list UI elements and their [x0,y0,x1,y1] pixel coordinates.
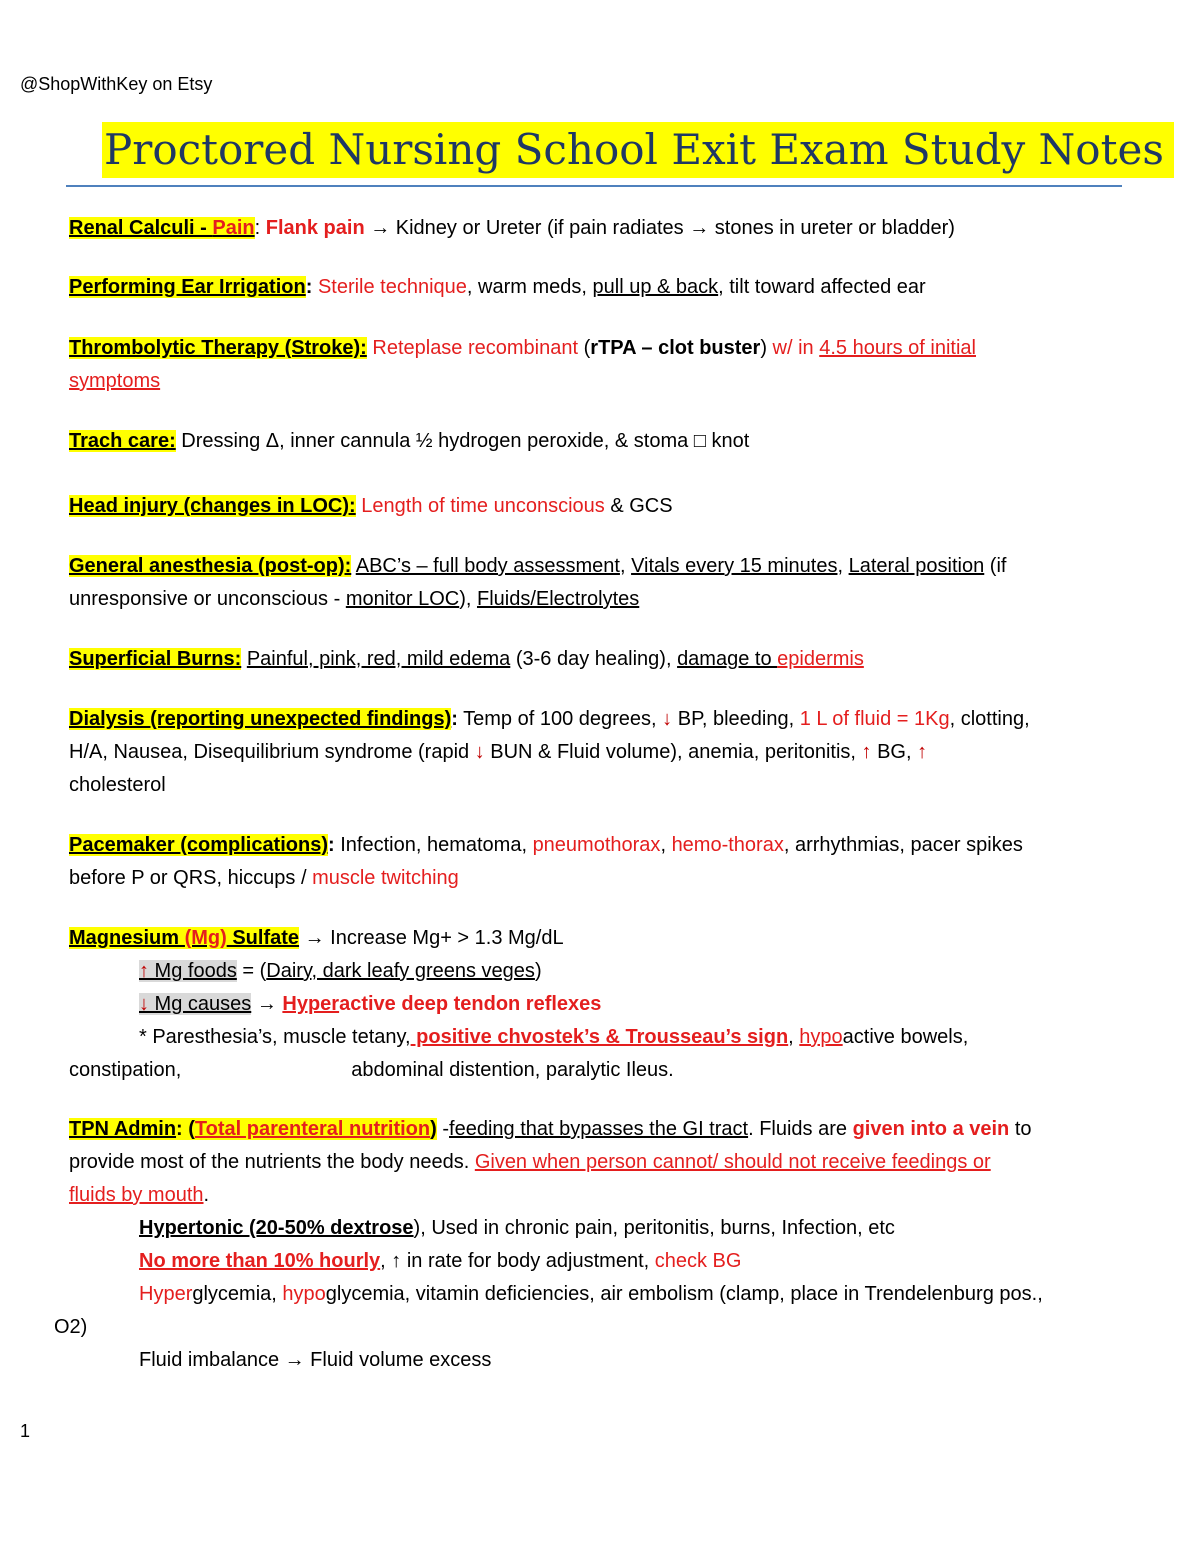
tpn-hypertonic: Hypertonic (20-50% dextrose [139,1217,414,1239]
magnesium-foods-eq: = ( [236,960,267,982]
renal-colon: : [254,217,266,239]
magnesium-comma: , [788,1026,800,1048]
anesthesia-heading: General anesthesia (post-op): [69,555,352,577]
section-thrombolytic [69,332,1129,398]
thrombo-paren-open: ( [578,337,591,359]
tpn-paren-close: ) [430,1118,437,1140]
trach-text: Dressing Δ, inner cannula ½ hydrogen peroxide, & stoma □ knot [175,430,750,452]
ear-text-2: , tilt toward affected ear [718,276,926,298]
anesthesia-if: (if [984,555,1007,577]
pacemaker-line2: before P or QRS, hiccups / [69,867,313,889]
section-general-anesthesia [69,550,1129,616]
anesthesia-abc: ABC’s – full body assessment [355,555,620,577]
tpn-hypo: hypo [282,1283,326,1305]
magnesium-heading-1: Magnesium [69,927,185,949]
renal-flank-pain: Flank pain [265,217,365,239]
burns-damage: damage to [677,648,778,670]
anesthesia-line2: unresponsive or unconscious - [69,588,346,610]
magnesium-foods-line [69,960,542,982]
magnesium-foods-label [139,960,237,982]
thrombo-reteplase: Reteplase recombinant [372,337,579,359]
up-arrow-icon: ↑ [139,960,149,982]
tpn-fluids-by-mouth: fluids by mouth [69,1184,204,1206]
magnesium-bowels: active bowels, [842,1026,969,1048]
dialysis-liter: 1 L of fluid = 1Kg [799,708,950,730]
dialysis-line2a: H/A, Nausea, Disequilibrium syndrome (rapid [69,741,475,763]
tpn-check-bg: check BG [654,1250,742,1272]
head-injury-heading: Head injury (changes in LOC): [69,495,356,517]
burns-painful: Painful, pink, red, mild edema [246,648,511,670]
magnesium-causes-arrow: → [251,993,283,1015]
burns-epidermis: epidermis [777,648,864,670]
pacemaker-hemothorax: hemo-thorax [671,834,784,856]
pacemaker-text-1: Infection, hematoma, [334,834,533,856]
tpn-total: Total parenteral nutrition [194,1118,431,1140]
tpn-glycemia-1: glycemia, [192,1283,283,1305]
dialysis-text-2: , clotting, [949,708,1030,730]
thrombo-hours: 4.5 hours of initial [819,337,976,359]
magnesium-star: * Paresthesia’s, muscle tetany, [139,1026,411,1048]
anesthesia-vitals: Vitals every 15 minutes [631,555,838,577]
anesthesia-comma-2: , [837,555,849,577]
tpn-nomore-line [69,1250,741,1272]
page-number: 1 [20,1421,31,1441]
ear-text-1: , warm meds, [466,276,593,298]
head-injury-length: Length of time unconscious [361,495,605,517]
anesthesia-comma-1: , [619,555,632,577]
tpn-line2: provide most of the nutrients the body needs. [69,1151,475,1173]
page-title: Proctored Nursing School Exit Exam Study Notes [102,122,1174,178]
magnesium-heading [69,927,299,949]
tpn-paren-open: ( [188,1118,195,1140]
up-arrow-icon: ↑ [917,741,928,763]
down-arrow-icon: ↓ [474,741,485,763]
section-head-injury [69,490,1129,523]
tpn-heading-text: TPN Admin [69,1118,177,1140]
dialysis-line3: cholesterol [69,774,166,796]
dialysis-heading: Dialysis (reporting unexpected findings) [69,708,452,730]
section-magnesium [69,922,1129,1087]
magnesium-hypo: hypo [799,1026,843,1048]
anesthesia-comma-3: ), [459,588,477,610]
tpn-vein: given into a vein [852,1118,1010,1140]
section-ear-irrigation [69,271,1129,304]
ear-sterile: Sterile technique [317,276,467,298]
tpn-hypertonic-line [69,1217,895,1239]
renal-heading-pain: Pain [212,217,255,239]
trach-heading: Trach care: [69,430,176,452]
tpn-nomore: No more than 10% hourly [139,1250,381,1272]
magnesium-causes: Mg causes [149,993,252,1015]
dialysis-text-1: Temp of 100 degrees, [457,708,663,730]
magnesium-abdominal: abdominal distention, paralytic Ileus. [351,1059,674,1081]
dialysis-line2b: BUN & Fluid volume), anemia, peritonitis, [484,741,862,763]
renal-heading-text: Renal Calculi - [69,217,213,239]
magnesium-foods-close: ) [534,960,542,982]
thrombo-rtpa: rTPA – clot buster [590,337,761,359]
ear-heading: Performing Ear Irrigation [69,276,306,298]
section-dialysis [69,703,1129,802]
tpn-glycemia-line [69,1283,1043,1305]
dialysis-bg: BG, [871,741,918,763]
pacemaker-comma: , [660,834,672,856]
magnesium-causes-line [69,993,601,1015]
tpn-colon: : [176,1118,189,1140]
magnesium-causes-label [139,993,251,1015]
tpn-heading [69,1118,437,1140]
magnesium-text-1: → Increase Mg+ > 1.3 Mg/dL [299,927,564,949]
burns-healing: (3-6 day healing), [510,648,678,670]
thrombo-paren-close: ) [760,337,767,359]
tpn-feeding: feeding that bypasses the GI tract [449,1118,749,1140]
pacemaker-heading: Pacemaker (complications) [69,834,328,856]
pacemaker-colon: : [328,834,335,856]
renal-heading [69,217,255,239]
magnesium-heading-mg: (Mg) [184,927,227,949]
magnesium-chvostek: positive chvostek’s & Trousseau’s sign [410,1026,789,1048]
section-trach-care [69,425,1129,458]
magnesium-foods: Mg foods [149,960,237,982]
tpn-hyper: Hyper [139,1283,193,1305]
anesthesia-fluids: Fluids/Electrolytes [476,588,640,610]
magnesium-constipation: constipation, [69,1059,182,1081]
head-injury-gcs: & GCS [604,495,673,517]
section-pacemaker [69,829,1129,895]
renal-text: → Kidney or Ureter (if pain radiates → stones in ureter or bladder) [364,217,955,239]
tpn-dash: - [436,1118,450,1140]
tpn-to: to [1009,1118,1032,1140]
anesthesia-lateral: Lateral position [848,555,985,577]
up-arrow-icon: ↑ [861,741,872,763]
tpn-given: Given when person cannot/ should not receive feedings or [474,1151,991,1173]
magnesium-heading-2: Sulfate [226,927,300,949]
tpn-used: ), Used in chronic pain, peritonitis, burns, Infection, etc [413,1217,895,1239]
tpn-imbalance: Fluid imbalance → Fluid volume excess [139,1349,492,1371]
down-arrow-icon: ↓ [662,708,673,730]
thrombo-heading: Thrombolytic Therapy (Stroke): [69,337,367,359]
anesthesia-monitor: monitor LOC [345,588,460,610]
thrombo-within: w/ in [766,337,820,359]
title-divider [66,185,1122,187]
dialysis-bp: BP, bleeding, [672,708,800,730]
tpn-glycemia-2: glycemia, vitamin deficiencies, air embolism (clamp, place in Trendelenburg pos., [325,1283,1043,1305]
tpn-period: . [203,1184,210,1206]
section-renal-calculi [69,212,1129,245]
section-tpn [54,1113,1129,1377]
magnesium-hyper: Hyper [282,993,340,1015]
pacemaker-pneumothorax: pneumothorax [532,834,661,856]
ear-pull: pull up & back [592,276,719,298]
pacemaker-muscle: muscle twitching [312,867,459,889]
magnesium-dairy: Dairy, dark leafy greens veges [266,960,535,982]
tpn-rate: , ↑ in rate for body adjustment, [380,1250,655,1272]
tpn-fluids: . Fluids are [748,1118,853,1140]
pacemaker-text-2: , arrhythmias, pacer spikes [783,834,1023,856]
magnesium-star-line [69,1026,968,1048]
header-text: @ShopWithKey on Etsy [20,74,213,94]
burns-heading: Superficial Burns: [69,648,242,670]
magnesium-active: active deep tendon reflexes [339,993,602,1015]
ear-colon: : [305,276,318,298]
section-superficial-burns [69,643,1129,676]
thrombo-symptoms: symptoms [69,370,161,392]
dialysis-colon: : [451,708,458,730]
down-arrow-icon: ↓ [139,993,149,1015]
tpn-o2: O2) [54,1316,88,1338]
